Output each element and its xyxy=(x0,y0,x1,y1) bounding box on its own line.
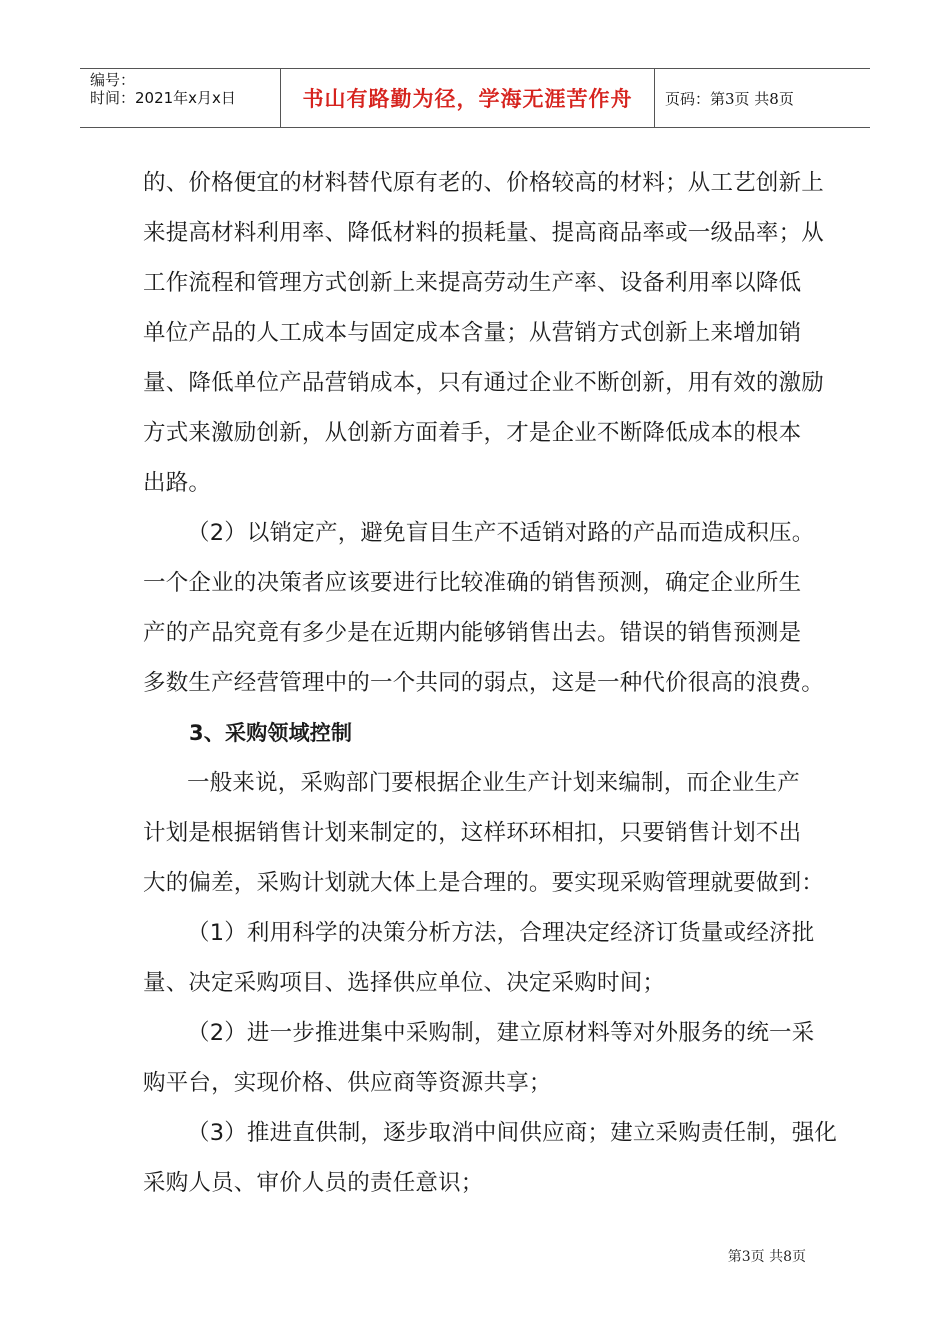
body-line: 大的偏差，采购计划就大体上是合理的。要实现采购管理就要做到： xyxy=(143,870,825,896)
body-line: 产的产品究竟有多少是在近期内能够销售出去。错误的销售预测是 xyxy=(143,620,802,646)
body-line: 出路。 xyxy=(143,470,212,496)
body-line: （2）进一步推进集中采购制，建立原材料等对外服务的统一采 xyxy=(187,1020,815,1046)
header-page-number: 页码：第3页 共8页 xyxy=(665,89,794,108)
header-page-cell xyxy=(655,69,870,127)
body-line: 多数生产经营管理中的一个共同的弱点，这是一种代价很高的浪费。 xyxy=(143,670,825,696)
body-line: 量、降低单位产品营销成本，只有通过企业不断创新，用有效的激励 xyxy=(143,370,825,396)
body-line: 工作流程和管理方式创新上来提高劳动生产率、设备利用率以降低 xyxy=(143,270,802,296)
body-line: 量、决定采购项目、选择供应单位、决定采购时间； xyxy=(143,970,666,996)
page-header xyxy=(80,68,870,128)
document-date: 时间：2021年x月x日 xyxy=(90,89,236,107)
body-line: 方式来激励创新，从创新方面着手，才是企业不断降低成本的根本 xyxy=(143,420,802,446)
body-line: 采购人员、审价人员的责任意识； xyxy=(143,1170,484,1196)
body-line: 一般来说，采购部门要根据企业生产计划来编制，而企业生产 xyxy=(187,770,800,796)
body-line: 购平台，实现价格、供应商等资源共享； xyxy=(143,1070,552,1096)
document-body xyxy=(143,158,838,1208)
body-line: 计划是根据销售计划来制定的，这样环环相扣，只要销售计划不出 xyxy=(143,820,802,846)
section-heading: 3、采购领域控制 xyxy=(189,721,353,745)
body-line: （2）以销定产，避免盲目生产不适销对路的产品而造成积压。 xyxy=(187,520,815,546)
header-motto-cell xyxy=(281,69,655,127)
body-line: 单位产品的人工成本与固定成本含量；从营销方式创新上来增加销 xyxy=(143,320,802,346)
body-line: （1）利用科学的决策分析方法，合理决定经济订货量或经济批 xyxy=(187,920,815,946)
header-meta-cell xyxy=(80,69,281,127)
page-footer-number: 第3页 共8页 xyxy=(727,1249,806,1265)
document-number-label: 编号： xyxy=(90,71,136,89)
body-line: 的、价格便宜的材料替代原有老的、价格较高的材料；从工艺创新上 xyxy=(143,170,825,196)
body-line: （3）推进直供制，逐步取消中间供应商；建立采购责任制，强化 xyxy=(187,1120,838,1146)
header-motto: 书山有路勤为径，学海无涯苦作舟 xyxy=(302,86,633,111)
body-line: 来提高材料利用率、降低材料的损耗量、提高商品率或一级品率；从 xyxy=(143,220,825,246)
body-line: 一个企业的决策者应该要进行比较准确的销售预测，确定企业所生 xyxy=(143,570,802,596)
